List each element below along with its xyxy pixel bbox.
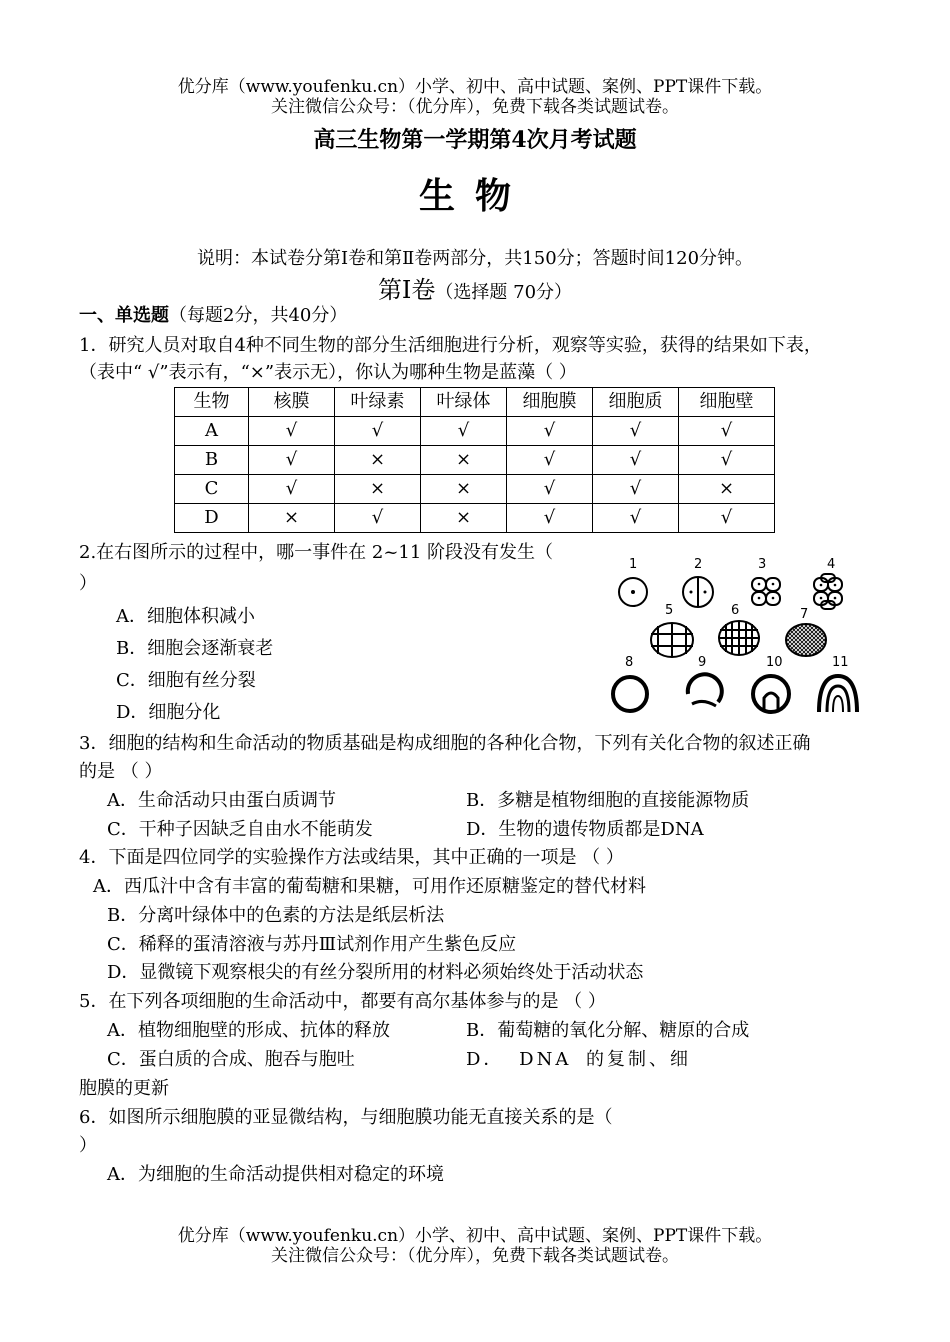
table-cell: × bbox=[335, 446, 421, 475]
stage-label: 8 bbox=[625, 655, 634, 670]
q6-option-a: A．为细胞的生命活动提供相对稳定的环境 bbox=[107, 1164, 444, 1185]
q5-option-d: D． DNA 的复制、细 bbox=[466, 1049, 692, 1070]
table-header-cell: 叶绿素 bbox=[335, 388, 421, 417]
table-cell: × bbox=[335, 475, 421, 504]
table-cell: √ bbox=[593, 504, 679, 533]
section1-heading bbox=[79, 305, 347, 327]
q5-option-b: B．葡萄糖的氧化分解、糖原的合成 bbox=[466, 1020, 750, 1041]
q2-option-b: B．细胞会逐渐衰老 bbox=[116, 638, 274, 659]
part1-note: （选择题 70分） bbox=[435, 282, 573, 303]
instructions: 说明：本试卷分第Ⅰ卷和第Ⅱ卷两部分，共150分；答题时间120分钟。 bbox=[196, 248, 754, 269]
subject-title: 生物 bbox=[418, 175, 531, 217]
morula-icon bbox=[719, 621, 759, 655]
table-header-cell: 叶绿体 bbox=[421, 388, 507, 417]
table-cell: √ bbox=[335, 504, 421, 533]
footer-line-1: 优分库（www.youfenku.cn）小学、初中、高中试题、案例、PPT课件下载。 bbox=[177, 1226, 773, 1246]
q2-stem-line2: ） bbox=[79, 573, 97, 594]
part1-label: 第Ⅰ卷 bbox=[377, 276, 436, 304]
eight-cell-icon bbox=[814, 574, 842, 609]
table-cell: √ bbox=[507, 475, 593, 504]
section1-label: 一、单选题 bbox=[79, 305, 169, 326]
table-cell: √ bbox=[679, 417, 775, 446]
table-header-cell: 生物 bbox=[175, 388, 249, 417]
stage-label: 9 bbox=[698, 655, 707, 670]
dense-morula-icon bbox=[786, 624, 826, 656]
table-cell: √ bbox=[249, 446, 335, 475]
part1-heading bbox=[0, 276, 950, 307]
q4-option-a: A．西瓜汁中含有丰富的葡萄糖和果糖，可用作还原糖鉴定的替代材料 bbox=[93, 876, 646, 897]
table-cell: √ bbox=[335, 417, 421, 446]
four-cell-icon bbox=[752, 578, 780, 605]
table-cell: √ bbox=[593, 446, 679, 475]
table-cell: C bbox=[175, 475, 249, 504]
stage-label: 7 bbox=[800, 607, 809, 622]
table-cell: B bbox=[175, 446, 249, 475]
table-cell: × bbox=[679, 475, 775, 504]
table-header-cell: 核膜 bbox=[249, 388, 335, 417]
table-row bbox=[175, 504, 775, 533]
stage-label: 2 bbox=[694, 557, 703, 572]
two-cell-icon bbox=[683, 577, 713, 607]
table-cell: √ bbox=[593, 417, 679, 446]
stage-label: 10 bbox=[766, 655, 783, 670]
table-cell: √ bbox=[421, 417, 507, 446]
table-cell: × bbox=[421, 504, 507, 533]
footer-line-2: 关注微信公众号：（优分库），免费下载各类试题试卷。 bbox=[271, 1246, 679, 1266]
q3-stem-line1: 3．细胞的结构和生命活动的物质基础是构成细胞的各种化合物，下列有关化合物的叙述正确 bbox=[79, 733, 811, 754]
table-header-cell: 细胞壁 bbox=[679, 388, 775, 417]
q2-stem-line1: 2.在右图所示的过程中，哪一事件在 2~11 阶段没有发生（ bbox=[79, 542, 554, 563]
q1-table bbox=[174, 387, 775, 533]
table-cell: √ bbox=[593, 475, 679, 504]
table-cell: √ bbox=[679, 446, 775, 475]
sixteen-cell-icon bbox=[651, 623, 693, 657]
stage-label: 6 bbox=[731, 603, 740, 618]
q3-option-b: B．多糖是植物细胞的直接能源物质 bbox=[466, 790, 750, 811]
table-cell: × bbox=[421, 475, 507, 504]
table-row bbox=[175, 446, 775, 475]
table-cell: A bbox=[175, 417, 249, 446]
q1-stem-line2: （表中“ √”表示有，“×”表示无），你认为哪种生物是蓝藻（ ） bbox=[79, 362, 577, 383]
table-row bbox=[175, 417, 775, 446]
table-cell: √ bbox=[249, 417, 335, 446]
table-cell: D bbox=[175, 504, 249, 533]
q5-option-a: A．植物细胞壁的形成、抗体的释放 bbox=[107, 1020, 390, 1041]
q1-stem-line1: 1．研究人员对取自4种不同生物的部分生活细胞进行分析，观察等实验，获得的结果如下表， bbox=[79, 335, 822, 356]
q6-stem-line1: 6．如图所示细胞膜的亚显微结构，与细胞膜功能无直接关系的是（ bbox=[79, 1107, 613, 1128]
stage-label: 4 bbox=[827, 557, 836, 572]
q6-stem-line2: ） bbox=[79, 1135, 97, 1156]
q4-stem: 4．下面是四位同学的实验操作方法或结果，其中正确的一项是 （ ） bbox=[79, 847, 624, 868]
stage-label: 5 bbox=[665, 603, 674, 618]
table-cell: √ bbox=[507, 446, 593, 475]
stage-label: 3 bbox=[758, 557, 767, 572]
stage-label: 11 bbox=[832, 655, 849, 670]
q3-option-c: C．干种子因缺乏自由水不能萌发 bbox=[107, 819, 373, 840]
q2-option-a: A．细胞体积减小 bbox=[116, 606, 255, 627]
q5-option-c: C．蛋白质的合成、胞吞与胞吐 bbox=[107, 1049, 355, 1070]
q4-option-c: C．稀释的蛋清溶液与苏丹Ⅲ试剂作用产生紫色反应 bbox=[107, 934, 517, 955]
table-header-cell: 细胞质 bbox=[593, 388, 679, 417]
q3-stem-line2: 的是 （ ） bbox=[79, 761, 163, 782]
table-cell: × bbox=[249, 504, 335, 533]
table-cell: √ bbox=[679, 504, 775, 533]
q3-option-d: D．生物的遗传物质都是DNA bbox=[466, 819, 704, 840]
gastrula-icon bbox=[753, 676, 789, 712]
table-cell: × bbox=[421, 446, 507, 475]
stage-label: 1 bbox=[629, 557, 638, 572]
q4-option-d: D．显微镜下观察根尖的有丝分裂所用的材料必须始终处于活动状态 bbox=[107, 962, 644, 983]
exam-title: 高三生物第一学期第4次月考试题 bbox=[313, 127, 637, 153]
table-cell: √ bbox=[507, 504, 593, 533]
header-line-1: 优分库（www.youfenku.cn）小学、初中、高中试题、案例、PPT课件下载。 bbox=[177, 77, 773, 97]
q3-option-a: A．生命活动只由蛋白质调节 bbox=[107, 790, 336, 811]
blastula-icon bbox=[613, 677, 647, 711]
table-header-row bbox=[175, 388, 775, 417]
late-gastrula-icon bbox=[819, 676, 857, 712]
table-row bbox=[175, 475, 775, 504]
q2-option-d: D．细胞分化 bbox=[116, 702, 221, 723]
q4-option-b: B．分离叶绿体中的色素的方法是纸层析法 bbox=[107, 905, 445, 926]
q5-stem: 5．在下列各项细胞的生命活动中，都要有高尔基体参与的是 （ ） bbox=[79, 991, 606, 1012]
table-cell: √ bbox=[249, 475, 335, 504]
table-header-cell: 细胞膜 bbox=[507, 388, 593, 417]
early-gastrula-icon bbox=[688, 674, 722, 706]
table-cell: √ bbox=[507, 417, 593, 446]
header-line-2: 关注微信公众号：（优分库），免费下载各类试题试卷。 bbox=[271, 97, 679, 117]
q5-option-d-continued: 胞膜的更新 bbox=[79, 1078, 169, 1099]
embryo-development-figure bbox=[608, 552, 870, 724]
section1-note: （每题2分，共40分） bbox=[169, 305, 348, 326]
q2-option-c: C．细胞有丝分裂 bbox=[116, 670, 256, 691]
